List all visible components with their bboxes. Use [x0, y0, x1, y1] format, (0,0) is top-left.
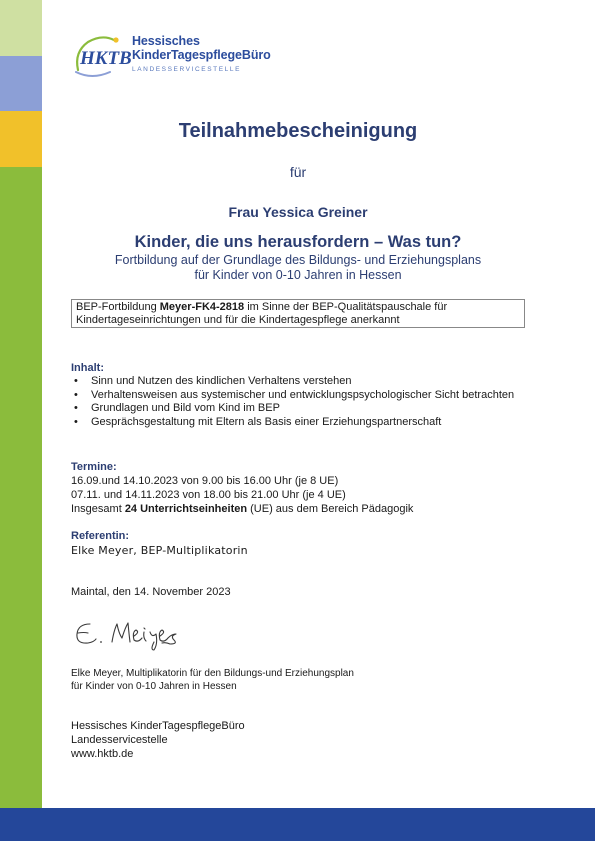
recognition-prefix: BEP-Fortbildung — [76, 301, 160, 313]
stripe-light-green — [0, 0, 42, 56]
recognition-box — [71, 299, 525, 328]
course-subtitle — [42, 253, 554, 283]
for-label: für — [289, 164, 307, 180]
stripe-blue — [0, 56, 42, 111]
course-code: Meyer-FK4-2818 — [159, 301, 245, 313]
referent-value: Elke Meyer, BEP-Multiplikatorin — [71, 544, 248, 557]
recognition-line-2: Kindertageseinrichtungen und für die Kindertagespflege anerkannt — [76, 314, 400, 326]
dates-total-suffix: (UE) aus dem Bereich Pädagogik — [247, 503, 414, 515]
stripe-yellow — [0, 111, 42, 167]
logo-line-2: KinderTagespflegeBüro — [132, 48, 271, 62]
dates-line-2: 07.11. und 14.11.2023 von 18.00 bis 21.00 Uhr (je 4 UE) — [71, 489, 346, 501]
logo-line-1: Hessisches — [132, 34, 200, 48]
content-list — [71, 375, 531, 429]
subtitle-line-2: für Kinder von 0-10 Jahren in Hessen — [194, 268, 402, 282]
certificate-title: Teilnahmebescheinigung — [178, 120, 418, 142]
footer-org: Hessisches KinderTagespflegeBüro — [71, 720, 245, 732]
signer-line-1: Elke Meyer, Multiplikatorin für den Bildungs-und Erziehungsplan — [71, 668, 354, 679]
dates-heading: Termine: — [71, 461, 117, 473]
list-item: • Grundlagen und Bild vom Kind im BEP — [71, 402, 531, 416]
hktb-logo — [70, 32, 270, 80]
participant-name: Frau Yessica Greiner — [228, 204, 368, 220]
content-heading: Inhalt: — [71, 362, 104, 374]
course-title: Kinder, die uns herausfordern – Was tun? — [134, 233, 462, 251]
recognition-suffix: im Sinne der BEP-Qualitätspauschale für — [244, 301, 448, 313]
footer-web: www.hktb.de — [71, 748, 134, 760]
subtitle-line-1: Fortbildung auf der Grundlage des Bildungs- und Erziehungsplans — [114, 253, 482, 267]
list-item: • Gesprächsgestaltung mit Eltern als Basis einer Erziehungspartnerschaft — [71, 416, 531, 430]
handwritten-signature — [72, 616, 202, 652]
stripe-green — [0, 167, 42, 841]
dates-total — [71, 503, 413, 516]
dates-total-bold: 24 Unterrichtseinheiten — [124, 503, 248, 515]
logo-mark-text: HKTB — [80, 48, 132, 69]
logo-line-3: LANDESSERVICESTELLE — [132, 66, 242, 73]
signer-line-2: für Kinder von 0-10 Jahren in Hessen — [71, 681, 237, 692]
bottom-band — [0, 808, 595, 841]
list-item: • Verhaltensweisen aus systemischer und entwicklungspsychologischer Sicht betrachten — [71, 389, 531, 403]
dates-line-1: 16.09.und 14.10.2023 von 9.00 bis 16.00 Uhr (je 8 UE) — [71, 475, 339, 487]
hktb-logo-icon — [70, 32, 132, 80]
referent-heading: Referentin: — [71, 530, 130, 542]
footer-unit: Landesservicestelle — [71, 734, 168, 746]
list-item: • Sinn und Nutzen des kindlichen Verhaltens verstehen — [71, 375, 531, 389]
place-date: Maintal, den 14. November 2023 — [71, 586, 231, 598]
dates-total-prefix: Insgesamt — [71, 503, 125, 515]
